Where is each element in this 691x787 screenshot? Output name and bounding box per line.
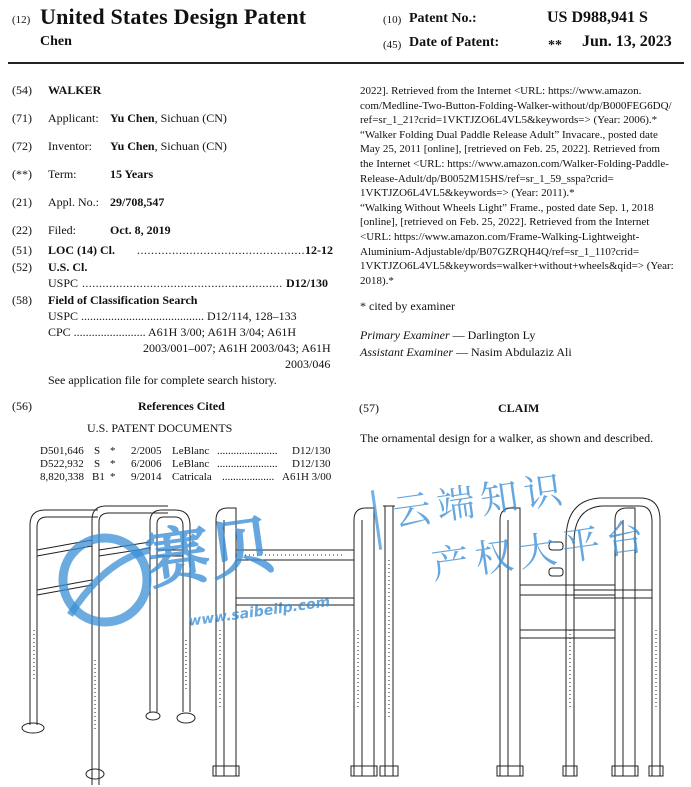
field-search-cpc-2: 2003/001–007; A61H 2003/043; A61H <box>143 341 331 355</box>
code-58: (58) <box>12 293 32 307</box>
citation-line: Aluminium-Adjustable/dp/B07GZRQH4Q/ref=sr_1_110?crid= <box>360 245 640 258</box>
ref-kind: B1 <box>92 471 105 483</box>
primary-examiner <box>360 328 535 343</box>
loc-value: 12-12 <box>305 243 333 257</box>
ref-class: D12/130 <box>292 458 331 470</box>
citation-line: com/Medline-Two-Button-Folding-Walker-without/dp/B000FEG6DQ/ <box>360 99 672 112</box>
appl-no-value: 29/708,547 <box>110 195 165 209</box>
field-search-uspc: USPC ......................................... D12/114, 128–133 <box>48 309 297 323</box>
applicant-label: Applicant: <box>48 111 99 125</box>
citation-line: 2018).* <box>360 274 394 287</box>
us-cl-label: U.S. Cl. <box>48 260 88 274</box>
filed-label: Filed: <box>48 223 77 237</box>
code-22: (22) <box>12 223 32 237</box>
ref-star: * <box>110 445 116 457</box>
code-10: (10) <box>383 14 402 26</box>
code-57: (57) <box>359 401 379 415</box>
search-history-note: See application file for complete search history. <box>48 373 277 387</box>
code-12: (12) <box>12 14 31 26</box>
citation-line: May 25, 2011 [online], [retrieved on Feb. 25, 2022]. Retrieved from <box>360 143 660 156</box>
ref-star: * <box>110 471 116 483</box>
citation-line: Release-Adult/dp/B0052M15HS/ref=sr_1_59_sspa?crid= <box>360 172 614 185</box>
ref-class: D12/130 <box>292 445 331 457</box>
applicant-location: , Sichuan (CN) <box>154 111 227 125</box>
us-cl-uspc-label: USPC <box>48 276 79 290</box>
inventor-label: Inventor: <box>48 139 92 153</box>
ref-number: D522,932 <box>40 458 84 470</box>
code-51: (51) <box>12 243 32 257</box>
us-patent-documents-heading: U.S. PATENT DOCUMENTS <box>87 421 233 435</box>
watermark-slogan-line2: 产权大平台 <box>428 513 653 589</box>
code-71: (71) <box>12 111 32 125</box>
ref-kind: S <box>94 458 101 470</box>
citation-line: “Walking Without Wheels Light” Frame., posted date Sep. 1, 2018 <box>360 201 654 214</box>
primary-examiner-label: Primary Examiner <box>360 328 450 342</box>
appl-no-label: Appl. No.: <box>48 195 99 209</box>
citation-line: ref=sr_1_21?crid=1VKTJZO6L4VL5&keywords=> (Year: 2006).* <box>360 114 658 127</box>
code-45: (45) <box>383 39 402 51</box>
inventor-name: Yu Chen <box>110 139 155 153</box>
citation-line: “Walker Folding Dual Paddle Release Adult” Invacare., posted date <box>360 128 658 141</box>
date-mark: ** <box>548 38 562 53</box>
citation-line: 1VKTJZO6L4VL5&keywords=> (Year: 2011).* <box>360 187 575 200</box>
us-cl-dots: ........................................................... <box>82 276 283 290</box>
claim-text: The ornamental design for a walker, as shown and described. <box>360 431 654 445</box>
patent-no-label: Patent No.: <box>409 11 477 26</box>
ref-name: Catricala <box>172 471 212 483</box>
ref-date: 2/2005 <box>131 445 162 457</box>
citation-line: <URL: https://www.amazon.com/Frame-Walking-Lightweight- <box>360 230 640 243</box>
field-search-cpc-1: CPC ........................ A61H 3/00; A61H 3/04; A61H <box>48 325 297 339</box>
ref-kind: S <box>94 445 101 457</box>
code-21: (21) <box>12 195 32 209</box>
claim-heading: CLAIM <box>498 401 540 415</box>
watermark-brand: 赛贝 <box>141 508 279 600</box>
citation-line: 1VKTJZO6L4VL5&keywords=walker+without+wheels&qid=> (Year: <box>360 260 674 273</box>
assistant-examiner-label: Assistant Examiner <box>360 345 453 359</box>
ref-date: 6/2006 <box>131 458 162 470</box>
ref-date: 9/2014 <box>131 471 162 483</box>
loc-label: LOC (14) Cl. <box>48 243 115 257</box>
ref-dots: ...................... <box>217 458 278 470</box>
ref-star: * <box>110 458 116 470</box>
term-label: Term: <box>48 167 77 181</box>
code-52: (52) <box>12 260 32 274</box>
ref-number: 8,820,338 <box>40 471 84 483</box>
code-54: (54) <box>12 83 32 97</box>
document-type-title: United States Design Patent <box>40 4 307 29</box>
citations-block <box>360 84 684 288</box>
header-inventor: Chen <box>40 34 72 49</box>
walker-side-view <box>380 506 398 776</box>
header-rule <box>8 62 684 64</box>
cited-by-examiner-note: * cited by examiner <box>360 299 455 313</box>
references-cited-heading: References Cited <box>138 399 225 413</box>
term-value: 15 Years <box>110 167 154 181</box>
filed-value: Oct. 8, 2019 <box>110 223 171 237</box>
ref-dots: ................... <box>222 471 275 483</box>
ref-class: A61H 3/00 <box>282 471 332 483</box>
field-search-label: Field of Classification Search <box>48 293 198 307</box>
citation-line: the Internet <URL: https://www.amazon.com/Walker-Folding-Paddle- <box>360 157 669 170</box>
loc-dots: ................................................ <box>137 243 305 257</box>
assistant-examiner-name: — Nasim Abdulaziz Ali <box>456 345 572 359</box>
field-search-cpc-3: 2003/046 <box>285 357 331 371</box>
ref-name: LeBlanc <box>172 445 210 457</box>
ref-name: LeBlanc <box>172 458 210 470</box>
citation-line: [online], [retrieved on Feb. 25, 2022]. Retrieved from the Internet <box>360 216 650 229</box>
inventor-value <box>110 139 227 154</box>
applicant-value <box>110 111 227 126</box>
watermark-url: www.saibeiip.com <box>187 594 332 630</box>
date-of-patent: Jun. 13, 2023 <box>582 33 672 50</box>
applicant-name: Yu Chen <box>110 111 155 125</box>
us-cl-value: D12/130 <box>286 276 328 290</box>
code-72: (72) <box>12 139 32 153</box>
citation-line: 2022]. Retrieved from the Internet <URL: https://www.amazon. <box>360 85 642 97</box>
ref-dots: ...................... <box>217 445 278 457</box>
primary-examiner-name: — Darlington Ly <box>452 328 536 342</box>
code-term: (**) <box>12 167 32 181</box>
ref-number: D501,646 <box>40 445 84 457</box>
date-of-patent-label: Date of Patent: <box>409 35 500 50</box>
inventor-location: , Sichuan (CN) <box>154 139 227 153</box>
patent-number: US D988,941 S <box>547 9 648 26</box>
code-56: (56) <box>12 399 32 413</box>
watermark-slogan-line1: 云端知识 <box>390 466 571 536</box>
assistant-examiner <box>360 345 572 360</box>
design-title: WALKER <box>48 83 102 97</box>
